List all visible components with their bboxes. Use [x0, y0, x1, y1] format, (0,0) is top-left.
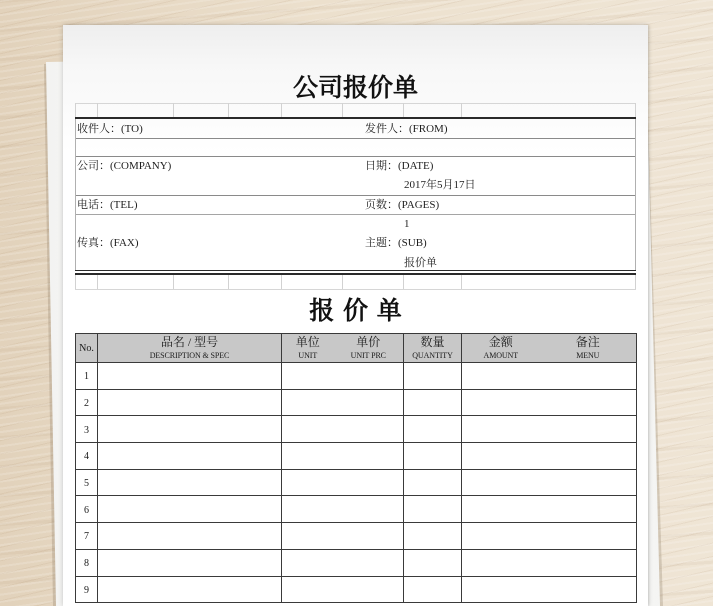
quantity-cell [404, 496, 462, 523]
section-title: 报 价 单 [309, 296, 402, 325]
amount-remark-cell [462, 523, 637, 550]
remark-header-cn: 备注 [575, 335, 600, 349]
subject-label: 主题：(SUB) [365, 237, 427, 249]
amount-remark-cell [462, 549, 637, 576]
row-number: 2 [76, 389, 98, 416]
amount-remark-cell [462, 416, 637, 443]
grid-line [75, 103, 636, 104]
grid-line [173, 275, 174, 289]
table-row [76, 443, 637, 470]
column-header-price [334, 334, 403, 361]
unit-price-cell [282, 469, 404, 496]
column-header-unit-price [282, 334, 404, 363]
info-bottom-rule [75, 273, 636, 275]
column-header-remark [540, 334, 636, 361]
description-cell [98, 363, 282, 390]
amount-header-en: AMOUNT [483, 351, 519, 360]
grid-line [173, 103, 174, 117]
table-row [76, 389, 637, 416]
remark-header-en: MENU [576, 351, 600, 360]
description-cell [98, 523, 282, 550]
info-right-border [635, 119, 636, 270]
description-cell [98, 576, 282, 603]
quantity-cell [404, 443, 462, 470]
quantity-cell [404, 469, 462, 496]
unit-price-cell [282, 576, 404, 603]
unit-price-cell [282, 443, 404, 470]
amount-header-cn: 金额 [488, 335, 513, 349]
grid-line [97, 275, 98, 289]
row-number: 6 [76, 496, 98, 523]
unit-price-cell [282, 523, 404, 550]
table-row [76, 469, 637, 496]
description-cell [98, 389, 282, 416]
row-number: 4 [76, 443, 98, 470]
amount-remark-cell [462, 389, 637, 416]
sender-label: 发件人：(FROM) [365, 123, 448, 135]
info-rule [75, 138, 636, 139]
amount-remark-cell [462, 363, 637, 390]
quantity-cell [404, 363, 462, 390]
company-label: 公司：(COMPANY) [77, 160, 172, 172]
date-label: 日期：(DATE) [365, 160, 434, 172]
table-row [76, 576, 637, 603]
pages-value: 1 [404, 218, 410, 230]
unit-price-cell [282, 389, 404, 416]
grid-line [403, 103, 404, 117]
pages-label: 页数：(PAGES) [365, 199, 440, 211]
info-rule [75, 156, 636, 157]
description-cell [98, 549, 282, 576]
column-header-description [98, 334, 282, 363]
amount-remark-header-group [462, 334, 636, 361]
fax-label: 传真：(FAX) [77, 237, 139, 249]
amount-remark-cell [462, 443, 637, 470]
date-value: 2017年5月17日 [404, 179, 476, 191]
tel-label: 电话：(TEL) [77, 199, 138, 211]
grid-line [75, 103, 76, 117]
grid-line [461, 103, 462, 117]
column-header-no: No. [76, 334, 98, 363]
grid-line [403, 275, 404, 289]
grid-line [461, 275, 462, 289]
quantity-header-en: QUANTITY [412, 351, 453, 360]
amount-remark-cell [462, 469, 637, 496]
row-number: 5 [76, 469, 98, 496]
column-header-unit [282, 334, 334, 361]
row-number: 9 [76, 576, 98, 603]
quantity-cell [404, 523, 462, 550]
grid-line [97, 103, 98, 117]
description-cell [98, 443, 282, 470]
description-cell [98, 469, 282, 496]
grid-line [228, 103, 229, 117]
subject-value: 报价单 [404, 257, 437, 269]
info-top-rule [75, 117, 636, 119]
grid-line [75, 275, 76, 289]
table-row [76, 523, 637, 550]
grid-line [342, 103, 343, 117]
price-header-cn: 单价 [356, 335, 381, 349]
info-bottom-rule [75, 270, 636, 271]
unit-price-header-group [282, 334, 403, 361]
column-header-amount-remark [462, 334, 637, 363]
table-row [76, 549, 637, 576]
description-cell [98, 416, 282, 443]
grid-line [281, 103, 282, 117]
info-rule [75, 195, 636, 196]
row-number: 3 [76, 416, 98, 443]
table-row [76, 416, 637, 443]
unit-header-cn: 单位 [295, 335, 320, 349]
column-header-amount [462, 334, 540, 361]
grid-line [635, 275, 636, 289]
grid-line [228, 275, 229, 289]
recipient-label: 收件人：(TO) [77, 123, 143, 135]
document-title: 公司报价单 [292, 73, 418, 102]
quantity-cell [404, 416, 462, 443]
grid-line [635, 103, 636, 117]
column-header-quantity [404, 334, 462, 363]
row-number: 8 [76, 549, 98, 576]
unit-header-en: UNIT [298, 351, 318, 360]
unit-price-cell [282, 549, 404, 576]
grid-line [281, 275, 282, 289]
row-number: 7 [76, 523, 98, 550]
description-header-cn: 品名 / 型号 [160, 335, 219, 349]
unit-price-cell [282, 416, 404, 443]
quantity-cell [404, 549, 462, 576]
row-number: 1 [76, 363, 98, 390]
grid-line [75, 289, 636, 290]
quotation-sheet [63, 25, 648, 606]
description-header-en: DESCRIPTION & SPEC [149, 351, 230, 360]
quantity-cell [404, 576, 462, 603]
price-header-en: UNIT PRC [350, 351, 386, 360]
unit-price-cell [282, 363, 404, 390]
info-rule [75, 214, 636, 215]
unit-price-cell [282, 496, 404, 523]
grid-line [342, 275, 343, 289]
table-row [76, 363, 637, 390]
table-header-row [76, 334, 637, 363]
amount-remark-cell [462, 496, 637, 523]
info-left-border [75, 119, 76, 270]
quantity-cell [404, 389, 462, 416]
description-cell [98, 496, 282, 523]
quantity-header-cn: 数量 [420, 335, 445, 349]
quotation-items-table [75, 333, 637, 603]
amount-remark-cell [462, 576, 637, 603]
table-row [76, 496, 637, 523]
